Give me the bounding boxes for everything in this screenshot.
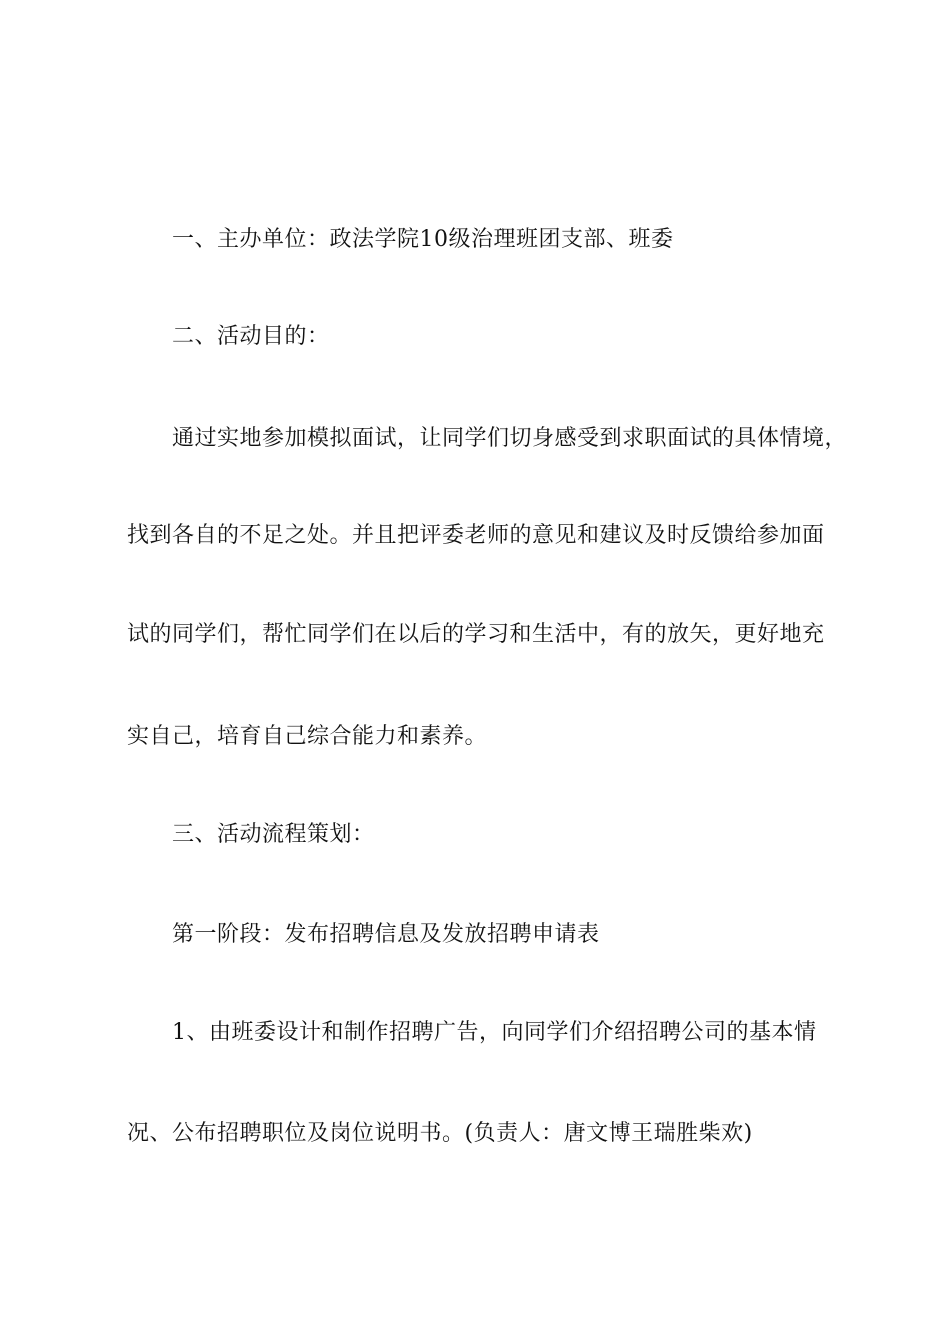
phase-one-item-line-2: 况、公布招聘职位及岗位说明书。(负责人：唐文博王瑞胜柴欢): [127, 1121, 753, 1146]
purpose-paragraph-line-4: 实自己，培育自己综合能力和素养。: [127, 724, 488, 749]
phase-one-heading: 第一阶段：发布招聘信息及发放招聘申请表: [172, 922, 600, 947]
section-process-heading: 三、活动流程策划：: [172, 822, 375, 847]
purpose-paragraph-line-2: 找到各自的不足之处。并且把评委老师的意见和建议及时反馈给参加面: [127, 523, 825, 548]
phase-one-item-line-1: 1、由班委设计和制作招聘广告，向同学们介绍招聘公司的基本情: [172, 1020, 817, 1045]
section-organizer: 一、主办单位：政法学院10级治理班团支部、班委: [172, 227, 674, 252]
purpose-paragraph-line-1: 通过实地参加模拟面试，让同学们切身感受到求职面试的具体情境，: [172, 426, 848, 451]
purpose-paragraph-line-3: 试的同学们，帮忙同学们在以后的学习和生活中，有的放矢，更好地充: [127, 622, 825, 647]
section-purpose-heading: 二、活动目的：: [172, 324, 330, 349]
